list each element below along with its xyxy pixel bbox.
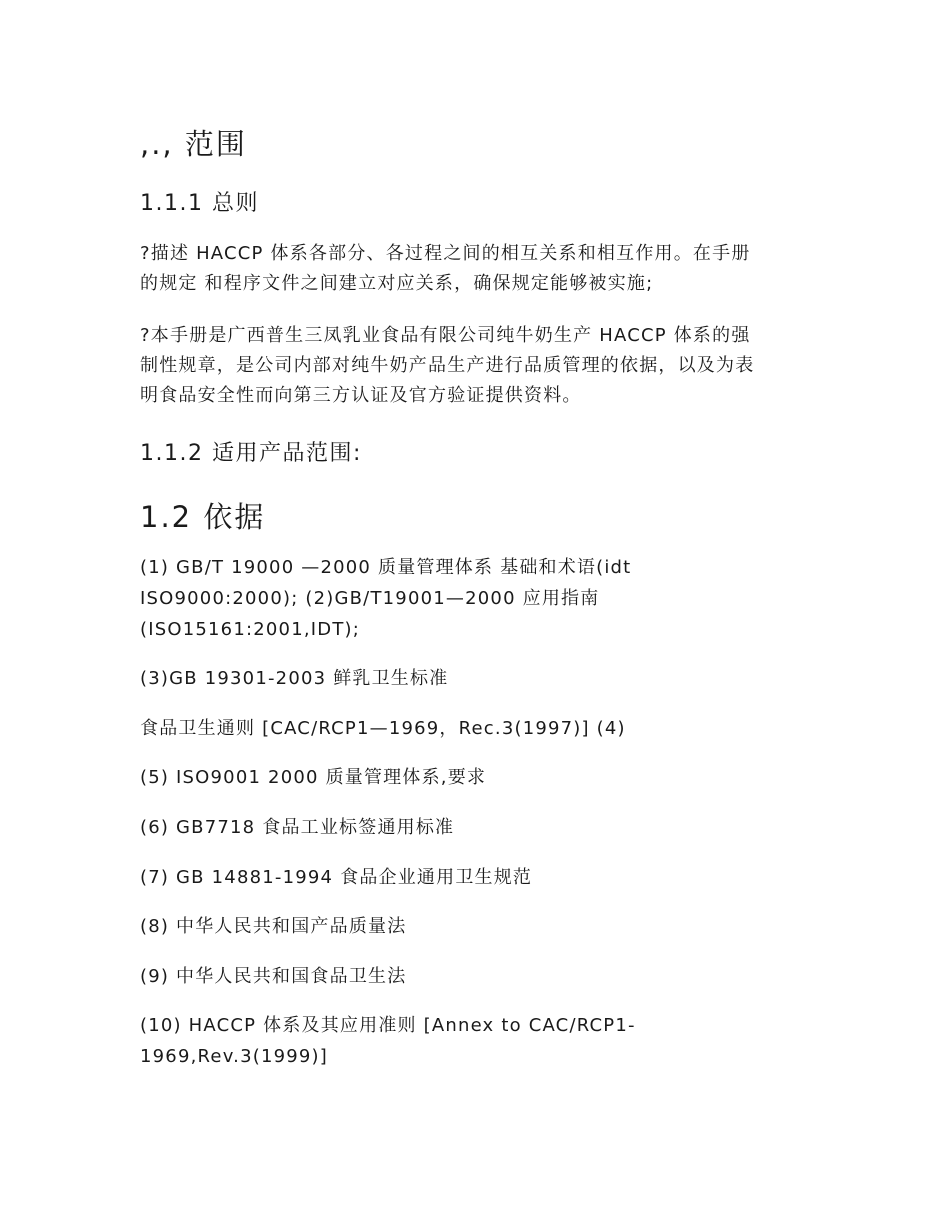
- basis-item-5: (5) ISO9001 2000 质量管理体系,要求: [140, 767, 487, 788]
- general-para1-line1: ?描述 HACCP 体系各部分、各过程之间的相互关系和相互作用。在手册: [140, 243, 751, 264]
- section-title: ,., 范围: [140, 127, 247, 161]
- basis-heading: 1.2 依据: [140, 500, 266, 534]
- general-para2-line3: 明食品安全性而向第三方认证及官方验证提供资料。: [140, 385, 582, 406]
- general-para2-line2: 制性规章，是公司内部对纯牛奶产品生产进行品质管理的依据，以及为表: [140, 355, 755, 376]
- basis-item-10-line2: 1969,Rev.3(1999)]: [140, 1046, 329, 1067]
- basis-item-1-line1: (1) GB/T 19000 —2000 质量管理体系 基础和术语(idt: [140, 557, 632, 578]
- basis-item-4: 食品卫生通则 [CAC/RCP1—1969，Rec.3(1997)] (4): [140, 718, 626, 739]
- basis-item-10-line1: (10) HACCP 体系及其应用准则 [Annex to CAC/RCP1-: [140, 1015, 636, 1036]
- basis-item-8: (8) 中华人民共和国产品质量法: [140, 916, 407, 937]
- scope-heading: 1.1.2 适用产品范围:: [140, 441, 362, 466]
- basis-item-7: (7) GB 14881-1994 食品企业通用卫生规范: [140, 867, 533, 888]
- basis-item-1-line3: (ISO15161:2001,IDT);: [140, 619, 361, 640]
- basis-item-6: (6) GB7718 食品工业标签通用标准: [140, 817, 455, 838]
- general-heading: 1.1.1 总则: [140, 191, 259, 216]
- basis-item-1-line2: ISO9000:2000); (2)GB/T19001—2000 应用指南: [140, 588, 600, 609]
- basis-item-9: (9) 中华人民共和国食品卫生法: [140, 966, 407, 987]
- general-para1-line2: 的规定 和程序文件之间建立对应关系，确保规定能够被实施;: [140, 273, 654, 294]
- general-para2-line1: ?本手册是广西普生三凤乳业食品有限公司纯牛奶生产 HACCP 体系的强: [140, 325, 751, 346]
- basis-item-3: (3)GB 19301-2003 鲜乳卫生标准: [140, 668, 449, 689]
